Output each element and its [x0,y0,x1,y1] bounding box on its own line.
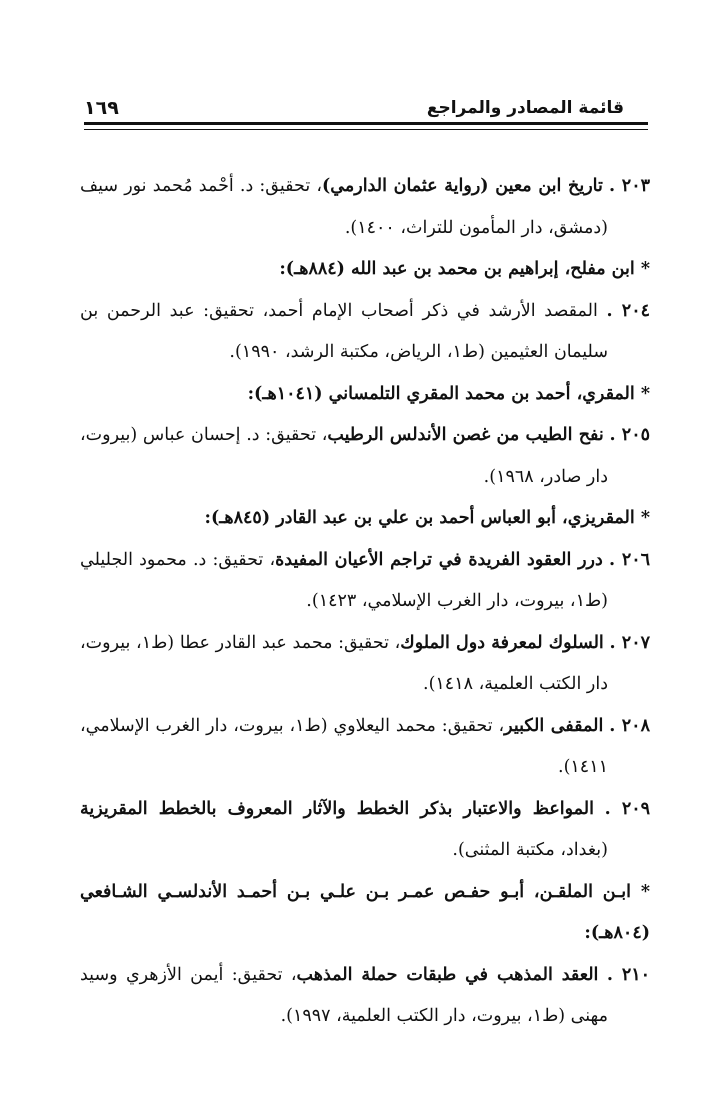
asterisk-marker: * [640,881,650,902]
entry-number: ٢٠٣ . [609,176,650,196]
author-heading [80,249,650,291]
entry-number: ٢٠٤ . [606,300,650,321]
entry-title: المقفى الكبير [504,715,604,736]
entry-details: (بغداد، مكتبة المثنى). [452,840,608,860]
author-heading [80,872,650,955]
entry-details: المقصد الأرشد في ذكر أصحاب الإمام أحمد، تحقيق: عبد الرحمن بن سليمان العثيمين (ط١، الرياض، مكتبة الرشد، ١٩٩٠). [80,300,608,362]
asterisk-marker: * [640,259,650,279]
entry-details: ، تحقيق: محمد عبد القادر عطا (ط١، بيروت، دار الكتب العلمية، ١٤١٨). [80,632,608,694]
entry-details: ، تحقيق: أيمن الأزهري وسيد مهنى (ط١، بيروت، دار الكتب العلمية، ١٩٩٧). [80,964,608,1026]
entry-title: المواعظ والاعتبار بذكر الخطط والآثار المعروف بالخطط المقريزية [80,798,594,819]
entry-title: السلوك لمعرفة دول الملوك [400,632,604,653]
bibliography-entry [80,540,650,623]
bibliography-entry [80,415,650,498]
entry-title: تاريخ ابن معين (رواية عثمان الدارمي) [322,176,603,196]
header-rule-thick [84,122,648,125]
entry-details: ، تحقيق: د. إحسان عباس (بيروت، دار صادر، ١٩٦٨). [80,425,608,487]
entry-number: ٢٠٧ . [609,632,650,653]
author-name: المقري، أحمد بن محمد المقري التلمساني (١٠٤١هـ): [247,383,635,404]
page-number: ١٦٩ [84,97,119,119]
bibliography-entry [80,789,650,872]
asterisk-marker: * [640,383,650,404]
bibliography-entry [80,623,650,706]
entry-title: درر العقود الفريدة في تراجم الأعيان المفيدة [275,549,603,570]
author-name: ابـن الملقـن، أبـو حفـص عمـر بـن علـي بـن أحمـد الأندلسـي الشـافعي (٨٠٤هـ): [80,881,650,943]
entry-number: ٢٠٩ . [604,798,651,819]
header-rule-thin [84,129,648,130]
bibliography-entry [80,166,650,249]
author-name: ابن مفلح، إبراهيم بن محمد بن عبد الله (٨٨٤هـ): [279,259,635,279]
author-heading [80,498,650,540]
bibliography-entry [80,291,650,374]
bibliography-entry [80,955,650,1038]
asterisk-marker: * [640,508,650,528]
page-header [84,86,624,118]
entry-title: العقد المذهب في طبقات حملة المذهب [296,964,599,985]
bibliography-entry [80,706,650,789]
entry-number: ٢٠٦ . [608,549,651,570]
author-name: المقريزي، أبو العباس أحمد بن علي بن عبد القادر (٨٤٥هـ): [204,508,635,528]
entry-details: ، تحقيق: د. أحْمد مُحمد نور سيف (دمشق، دار المأمون للتراث، ١٤٠٠). [80,176,608,238]
entry-number: ٢٠٨ . [609,715,650,736]
entry-number: ٢٠٥ . [609,425,650,445]
author-heading [80,374,650,416]
entry-details: ، تحقيق: محمد اليعلاوي (ط١، بيروت، دار الغرب الإسلامي، ١٤١١). [80,715,608,777]
entry-title: نفح الطيب من غصن الأندلس الرطيب [327,425,604,445]
entry-details: ، تحقيق: د. محمود الجليلي (ط١، بيروت، دار الغرب الإسلامي، ١٤٢٣). [80,549,608,611]
running-title: قائمة المصادر والمراجع [426,98,624,118]
entry-number: ٢١٠ . [606,964,651,985]
bibliography-list [80,166,650,1038]
